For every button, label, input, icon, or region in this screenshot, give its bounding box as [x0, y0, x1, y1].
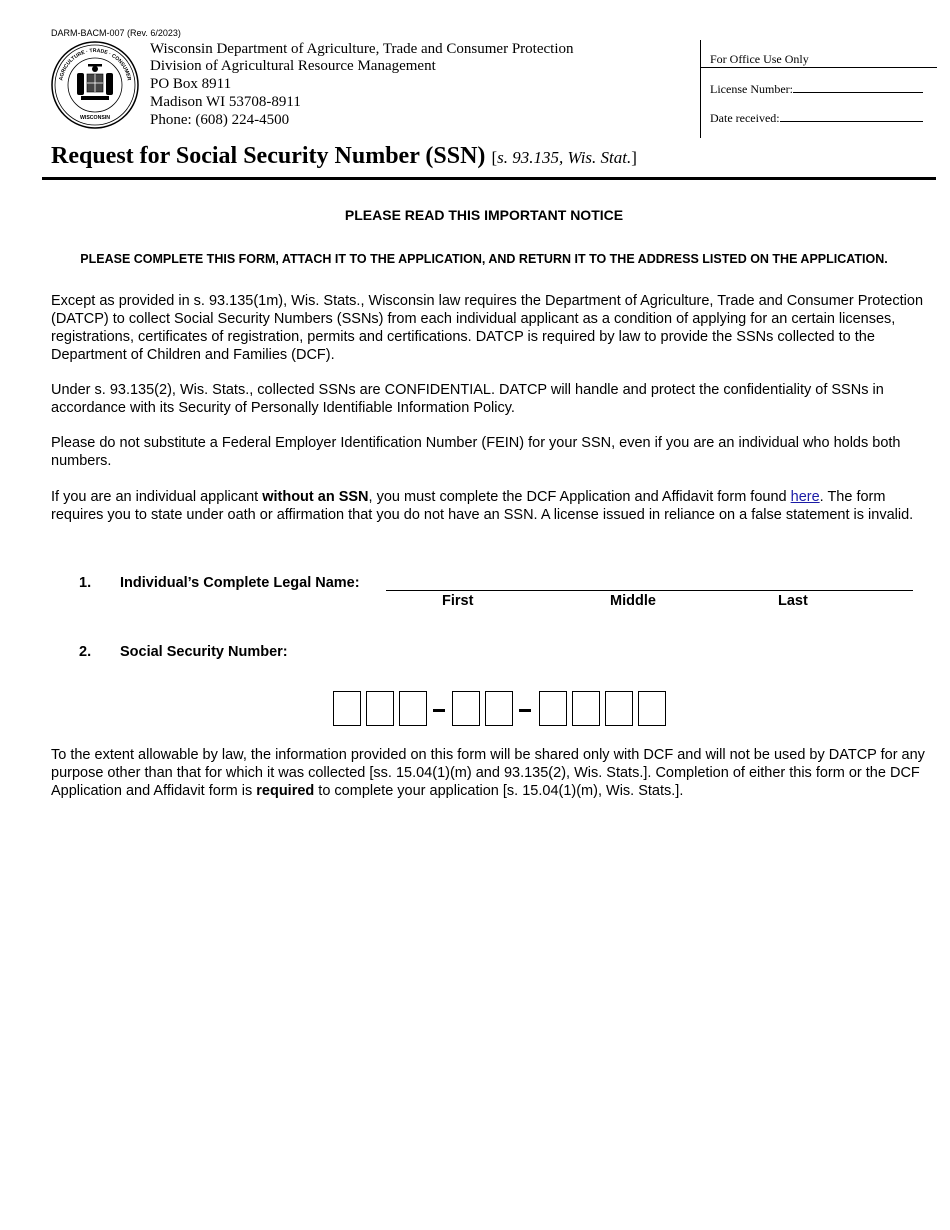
- title-citation: [s. 93.135, Wis. Stat.]: [491, 148, 637, 167]
- ssn-digit-box[interactable]: [399, 691, 427, 726]
- notice-instruction: PLEASE COMPLETE THIS FORM, ATTACH IT TO THE APPLICATION, AND RETURN IT TO THE ADDRESS LISTED ON THE APPLICATION.: [80, 252, 888, 266]
- date-received-label: Date received:: [710, 111, 780, 125]
- ssn-digit-box[interactable]: [638, 691, 666, 726]
- license-number-field[interactable]: [710, 82, 923, 97]
- license-number-label: License Number:: [710, 82, 793, 96]
- ssn-label: Social Security Number:: [120, 644, 288, 660]
- field-number-1: 1.: [79, 575, 92, 591]
- paragraph-data-use: To the extent allowable by law, the information provided on this form will be shared only with DCF and will not be used by DATCP for any purpose other than that for which it was collected [ss. 15.04(1)(m) and 93.135(2), Wis. Stats.]. Completion of either this form or the DCF Application and Affidavit form is required to complete your application [s. 15.04(1)(m), Wis. Stats.].: [51, 747, 925, 799]
- page-title: [51, 143, 637, 170]
- dcf-affidavit-link[interactable]: here: [790, 489, 820, 505]
- notice-heading: PLEASE READ THIS IMPORTANT NOTICE: [344, 207, 624, 223]
- legal-name-underline: [386, 590, 913, 591]
- agency-city: Madison WI 53708-8911: [150, 94, 301, 110]
- agency-phone: Phone: (608) 224-4500: [150, 112, 290, 128]
- svg-text:AGRICULTURE · TRADE · CONSUMER: AGRICULTURE · TRADE · CONSUMER: [58, 47, 132, 82]
- paragraph-fein-notice: Please do not substitute a Federal Employer Identification Number (FEIN) for your SSN, even if you are an individual who holds both numbers.: [51, 435, 901, 469]
- citation-text: s. 93.135, Wis. Stat.: [497, 148, 632, 167]
- state-seal-icon: [50, 40, 140, 130]
- ssn-digit-box[interactable]: [366, 691, 394, 726]
- date-received-input[interactable]: [780, 112, 923, 122]
- legal-name-label: Individual’s Complete Legal Name:: [120, 575, 360, 591]
- agency-name: Wisconsin Department of Agriculture, Trade and Consumer Protection: [150, 41, 574, 57]
- office-use-divider: [701, 67, 937, 68]
- paragraph-ssn-requirement: Except as provided in s. 93.135(1m), Wis. Stats., Wisconsin law requires the Department of Agriculture, Trade and Consumer Protection (DATCP) to collect Social Security Numbers (SSNs) from each individual applicant as a condition of applying for an certain licenses, registrations, certificates of registration, permits and certifications. DATCP is required by law to provide the SSNs collected to the Department of Children and Families (DCF).: [51, 293, 924, 363]
- title-main: Request for Social Security Number (SSN): [51, 143, 486, 169]
- form-code: DARM-BACM-007 (Rev. 6/2023): [51, 28, 181, 38]
- field-number-2: 2.: [79, 644, 92, 660]
- office-use-title: For Office Use Only: [710, 52, 809, 66]
- ssn-dash: [433, 709, 445, 712]
- name-last-label: Last: [778, 593, 808, 609]
- ssn-digit-box[interactable]: [333, 691, 361, 726]
- date-received-field[interactable]: [710, 111, 923, 126]
- paragraph-no-ssn: If you are an individual applicant without an SSN, you must complete the DCF Application and Affidavit form found here. The form requires you to state under oath or affirmation that you do not have an SSN. A license issued in reliance on a false statement is invalid.: [51, 489, 914, 523]
- agency-po-box: PO Box 8911: [150, 76, 232, 92]
- ssn-dash: [519, 709, 531, 712]
- license-number-input[interactable]: [793, 83, 923, 93]
- ssn-digit-box[interactable]: [572, 691, 600, 726]
- required-emphasis: required: [256, 783, 315, 799]
- agency-division: Division of Agricultural Resource Management: [150, 58, 436, 74]
- title-divider: [42, 177, 936, 180]
- ssn-digit-box[interactable]: [539, 691, 567, 726]
- ssn-digit-box[interactable]: [485, 691, 513, 726]
- office-use-box: [700, 40, 937, 138]
- ssn-digit-box[interactable]: [452, 691, 480, 726]
- no-ssn-emphasis: without an SSN: [262, 489, 369, 505]
- svg-text:WISCONSIN: WISCONSIN: [80, 115, 110, 121]
- paragraph-confidentiality: Under s. 93.135(2), Wis. Stats., collected SSNs are CONFIDENTIAL. DATCP will handle and protect the confidentiality of SSNs in accordance with its Security of Personally Identifiable Information Policy.: [51, 382, 884, 416]
- name-middle-label: Middle: [610, 593, 656, 609]
- ssn-digit-box[interactable]: [605, 691, 633, 726]
- legal-name-input[interactable]: [390, 572, 910, 589]
- name-first-label: First: [442, 593, 474, 609]
